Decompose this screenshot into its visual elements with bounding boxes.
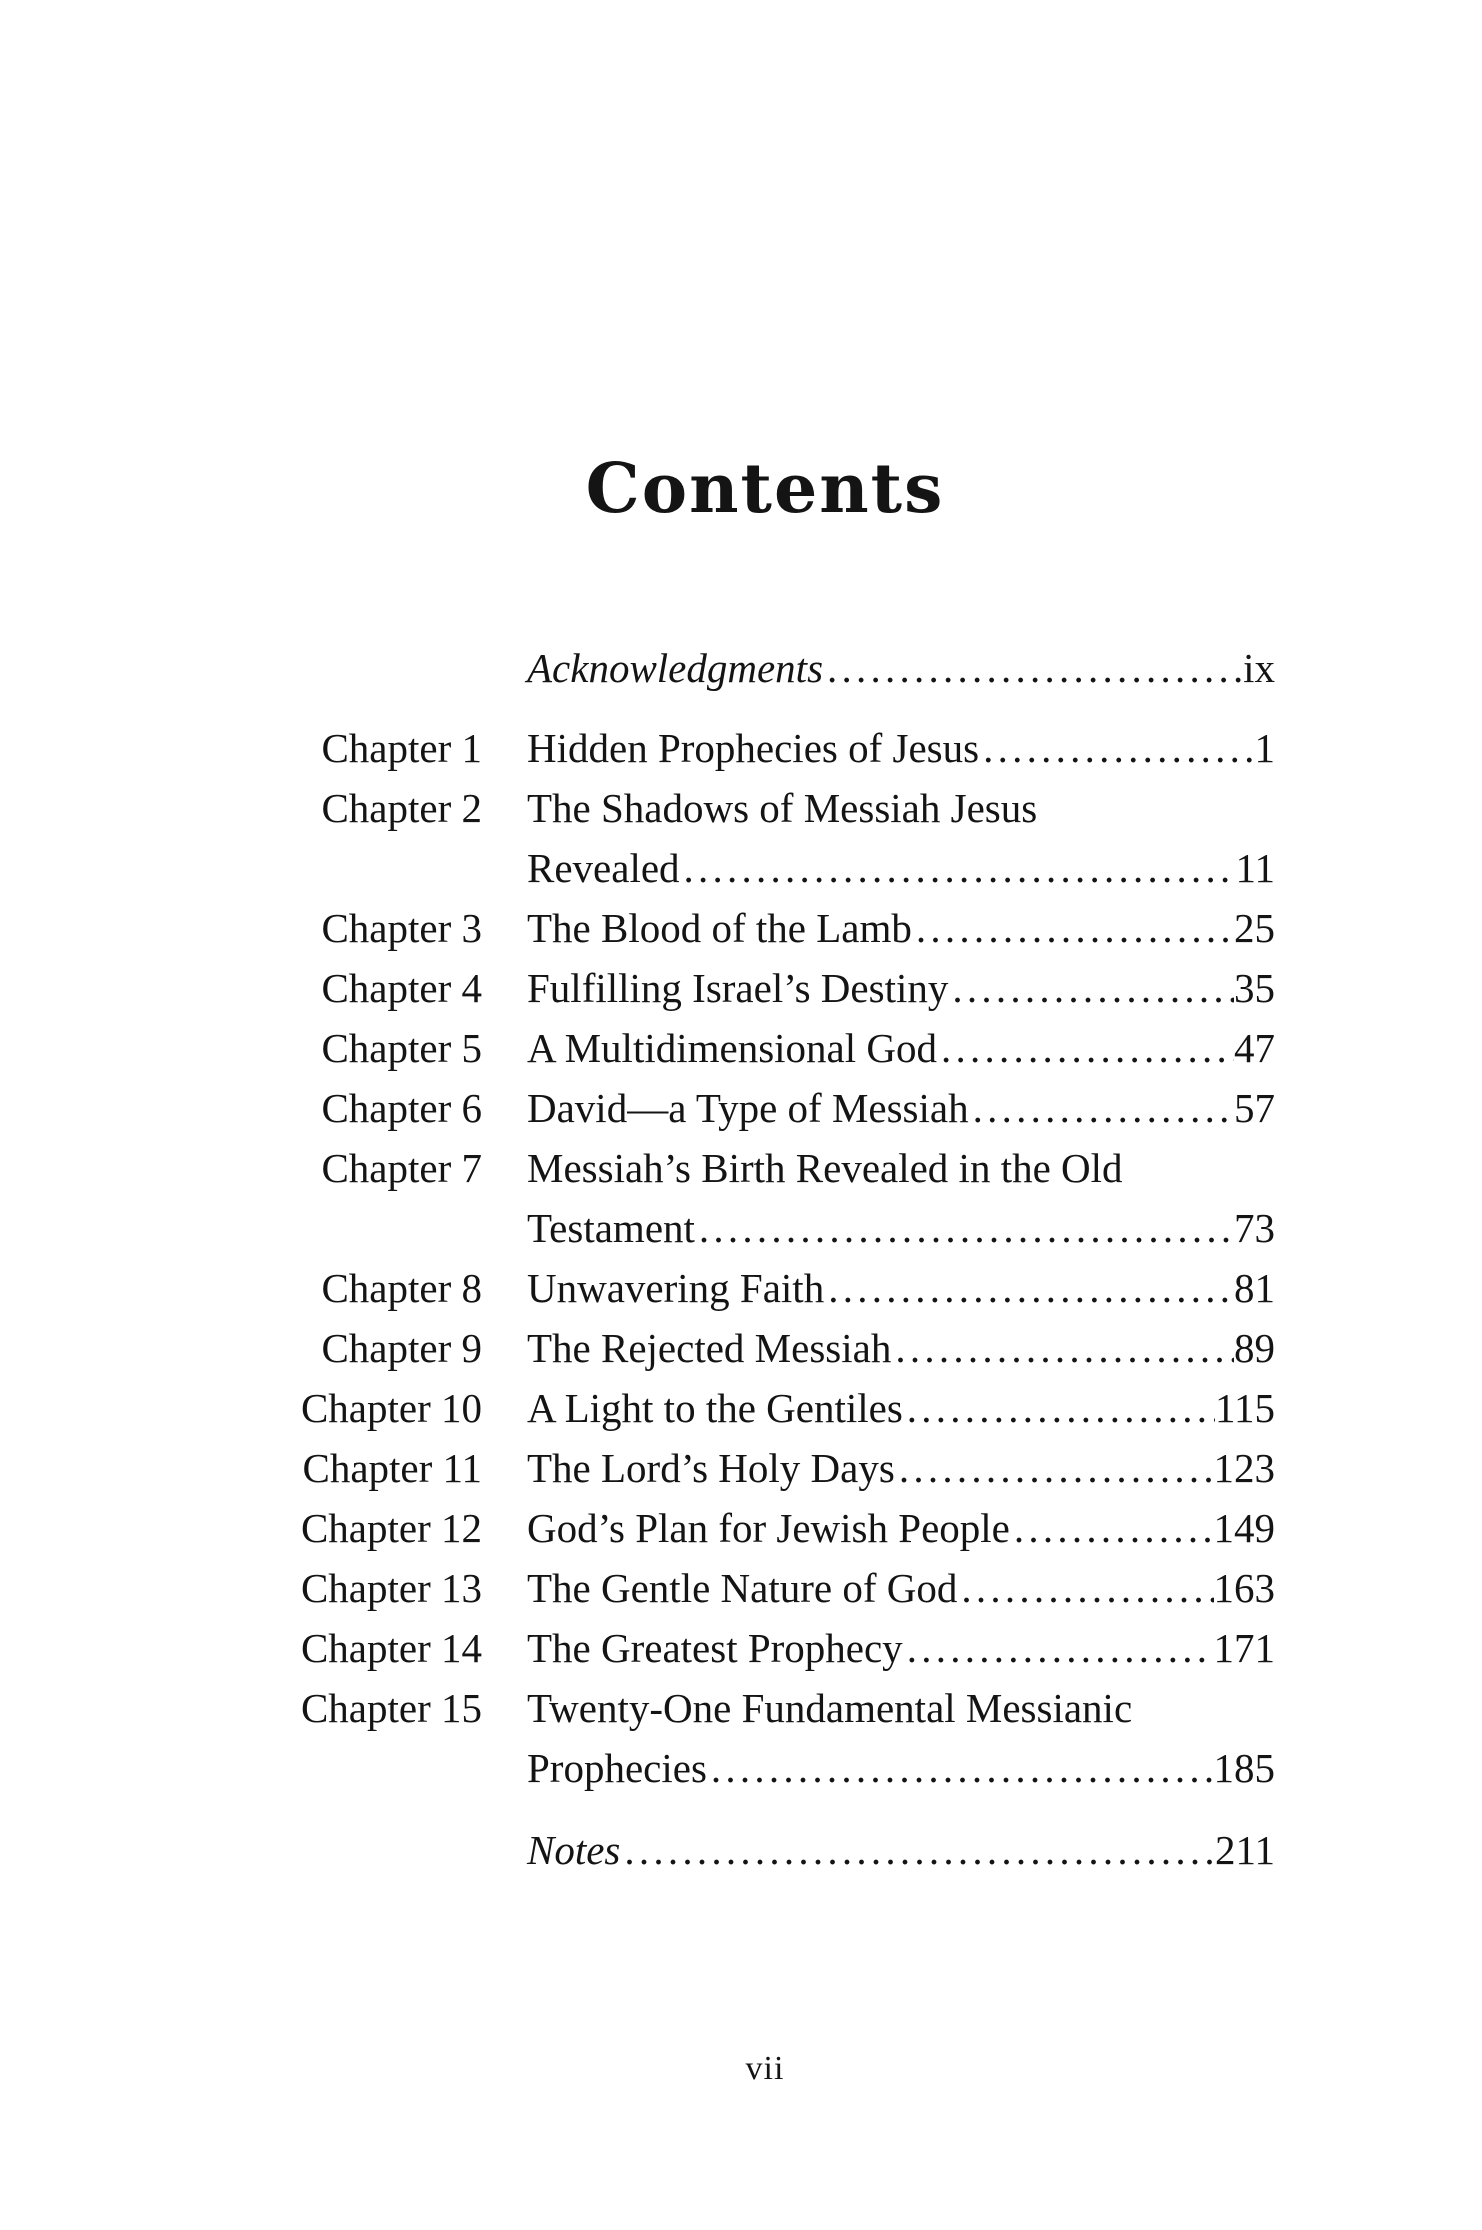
chapter-label: Chapter 6 — [321, 1085, 482, 1131]
toc-entry-page: 73 — [1234, 1205, 1275, 1251]
toc-entry-page: 35 — [1234, 965, 1275, 1011]
toc-entry-title: The Blood of the Lamb — [527, 905, 912, 951]
toc-entry-page: ix — [1243, 645, 1275, 691]
toc-entry-page: 57 — [1234, 1085, 1275, 1131]
leader-dots — [903, 1618, 1214, 1678]
toc-entry-page: 81 — [1234, 1265, 1275, 1311]
toc-entry-title: The Gentle Nature of God — [527, 1565, 958, 1611]
chapter-label: Chapter 10 — [300, 1385, 482, 1431]
toc-entry-title: The Lord’s Holy Days — [527, 1445, 895, 1491]
leader-dots — [695, 1198, 1234, 1258]
chapter-label: Chapter 1 — [321, 725, 482, 771]
chapter-label: Chapter 13 — [300, 1565, 482, 1611]
page-title: Contents — [585, 449, 945, 529]
toc-entry-chapter-9 — [0, 1318, 1482, 1378]
chapter-label: Chapter 12 — [300, 1505, 482, 1551]
toc-entry-chapter-14 — [0, 1618, 1482, 1678]
chapter-label: Chapter 2 — [321, 785, 482, 831]
chapter-label: Chapter 8 — [321, 1265, 482, 1311]
chapter-label: Chapter 4 — [321, 965, 482, 1011]
leader-dots — [895, 1438, 1214, 1498]
toc-entry-title: A Light to the Gentiles — [527, 1385, 903, 1431]
chapter-label: Chapter 11 — [302, 1445, 482, 1491]
leader-dots — [912, 898, 1234, 958]
chapter-label: Chapter 9 — [321, 1325, 482, 1371]
toc-entry-chapter-15-continued — [0, 1738, 1482, 1798]
toc-entry-chapter-12 — [0, 1498, 1482, 1558]
toc-entry-page: 47 — [1234, 1025, 1275, 1071]
leader-dots — [620, 1820, 1215, 1880]
toc-entry-title: A Multidimensional God — [527, 1025, 937, 1071]
toc-entry-title-line1: Twenty-One Fundamental Messianic — [527, 1685, 1133, 1731]
toc-entry-title: Acknowledgments — [527, 645, 824, 691]
toc-entry-title: Testament — [527, 1205, 695, 1251]
toc-entry-title: God’s Plan for Jewish People — [527, 1505, 1010, 1551]
toc-entry-chapter-2-continued — [0, 838, 1482, 898]
toc-entry-chapter-2 — [0, 778, 1482, 838]
toc-entry-title: The Rejected Messiah — [527, 1325, 892, 1371]
toc-entry-title: Hidden Prophecies of Jesus — [527, 725, 980, 771]
toc-entry-chapter-6 — [0, 1078, 1482, 1138]
toc-entry-chapter-8 — [0, 1258, 1482, 1318]
toc-entry-chapter-15 — [0, 1678, 1482, 1738]
toc-entry-page: 11 — [1235, 845, 1275, 891]
toc-entry-chapter-7-continued — [0, 1198, 1482, 1258]
toc-entry-page: 25 — [1234, 905, 1275, 951]
toc-entry-chapter-11 — [0, 1438, 1482, 1498]
toc-entry-title-line1: The Shadows of Messiah Jesus — [527, 785, 1038, 831]
toc-entry-page: 123 — [1213, 1445, 1275, 1491]
toc-entry-title: Prophecies — [527, 1745, 707, 1791]
leader-dots — [903, 1378, 1215, 1438]
leader-dots — [957, 1558, 1213, 1618]
toc-entry-title: Fulfilling Israel’s Destiny — [527, 965, 949, 1011]
toc-entry-title: Notes — [527, 1827, 621, 1873]
toc-entry-title: Unwavering Faith — [527, 1265, 825, 1311]
toc-entry-page: 1 — [1254, 725, 1275, 771]
leader-dots — [680, 838, 1236, 898]
toc-entry-title-line1: Messiah’s Birth Revealed in the Old — [527, 1145, 1123, 1191]
toc-entry-page: 171 — [1213, 1625, 1275, 1671]
toc-entry-page: 115 — [1215, 1385, 1275, 1431]
chapter-label: Chapter 3 — [321, 905, 482, 951]
toc-entry-acknowledgments — [0, 638, 1482, 698]
chapter-label: Chapter 5 — [321, 1025, 482, 1071]
toc-entry-page: 89 — [1234, 1325, 1275, 1371]
chapter-label: Chapter 15 — [300, 1685, 482, 1731]
toc-entry-notes — [0, 1820, 1482, 1880]
toc-entry-page: 149 — [1213, 1505, 1275, 1551]
leader-dots — [1010, 1498, 1214, 1558]
toc-entry-page: 185 — [1213, 1745, 1275, 1791]
toc-entry-title: Revealed — [527, 845, 680, 891]
leader-dots — [891, 1318, 1234, 1378]
chapter-label: Chapter 14 — [300, 1625, 482, 1671]
leader-dots — [823, 638, 1243, 698]
leader-dots — [937, 1018, 1234, 1078]
page-number: vii — [745, 2050, 785, 2087]
toc-entry-title: The Greatest Prophecy — [527, 1625, 903, 1671]
leader-dots — [969, 1078, 1234, 1138]
leader-dots — [707, 1738, 1214, 1798]
leader-dots — [824, 1258, 1234, 1318]
leader-dots — [948, 958, 1234, 1018]
toc-entry-page: 211 — [1215, 1827, 1275, 1873]
toc-entry-chapter-4 — [0, 958, 1482, 1018]
toc-entry-chapter-10 — [0, 1378, 1482, 1438]
toc-entry-chapter-1 — [0, 718, 1482, 778]
toc-entry-chapter-3 — [0, 898, 1482, 958]
toc-entry-title: David—a Type of Messiah — [527, 1085, 969, 1131]
toc-entry-chapter-13 — [0, 1558, 1482, 1618]
toc-entry-chapter-7 — [0, 1138, 1482, 1198]
toc-entry-chapter-5 — [0, 1018, 1482, 1078]
chapter-label: Chapter 7 — [321, 1145, 482, 1191]
leader-dots — [979, 718, 1254, 778]
toc-entry-page: 163 — [1213, 1565, 1275, 1611]
